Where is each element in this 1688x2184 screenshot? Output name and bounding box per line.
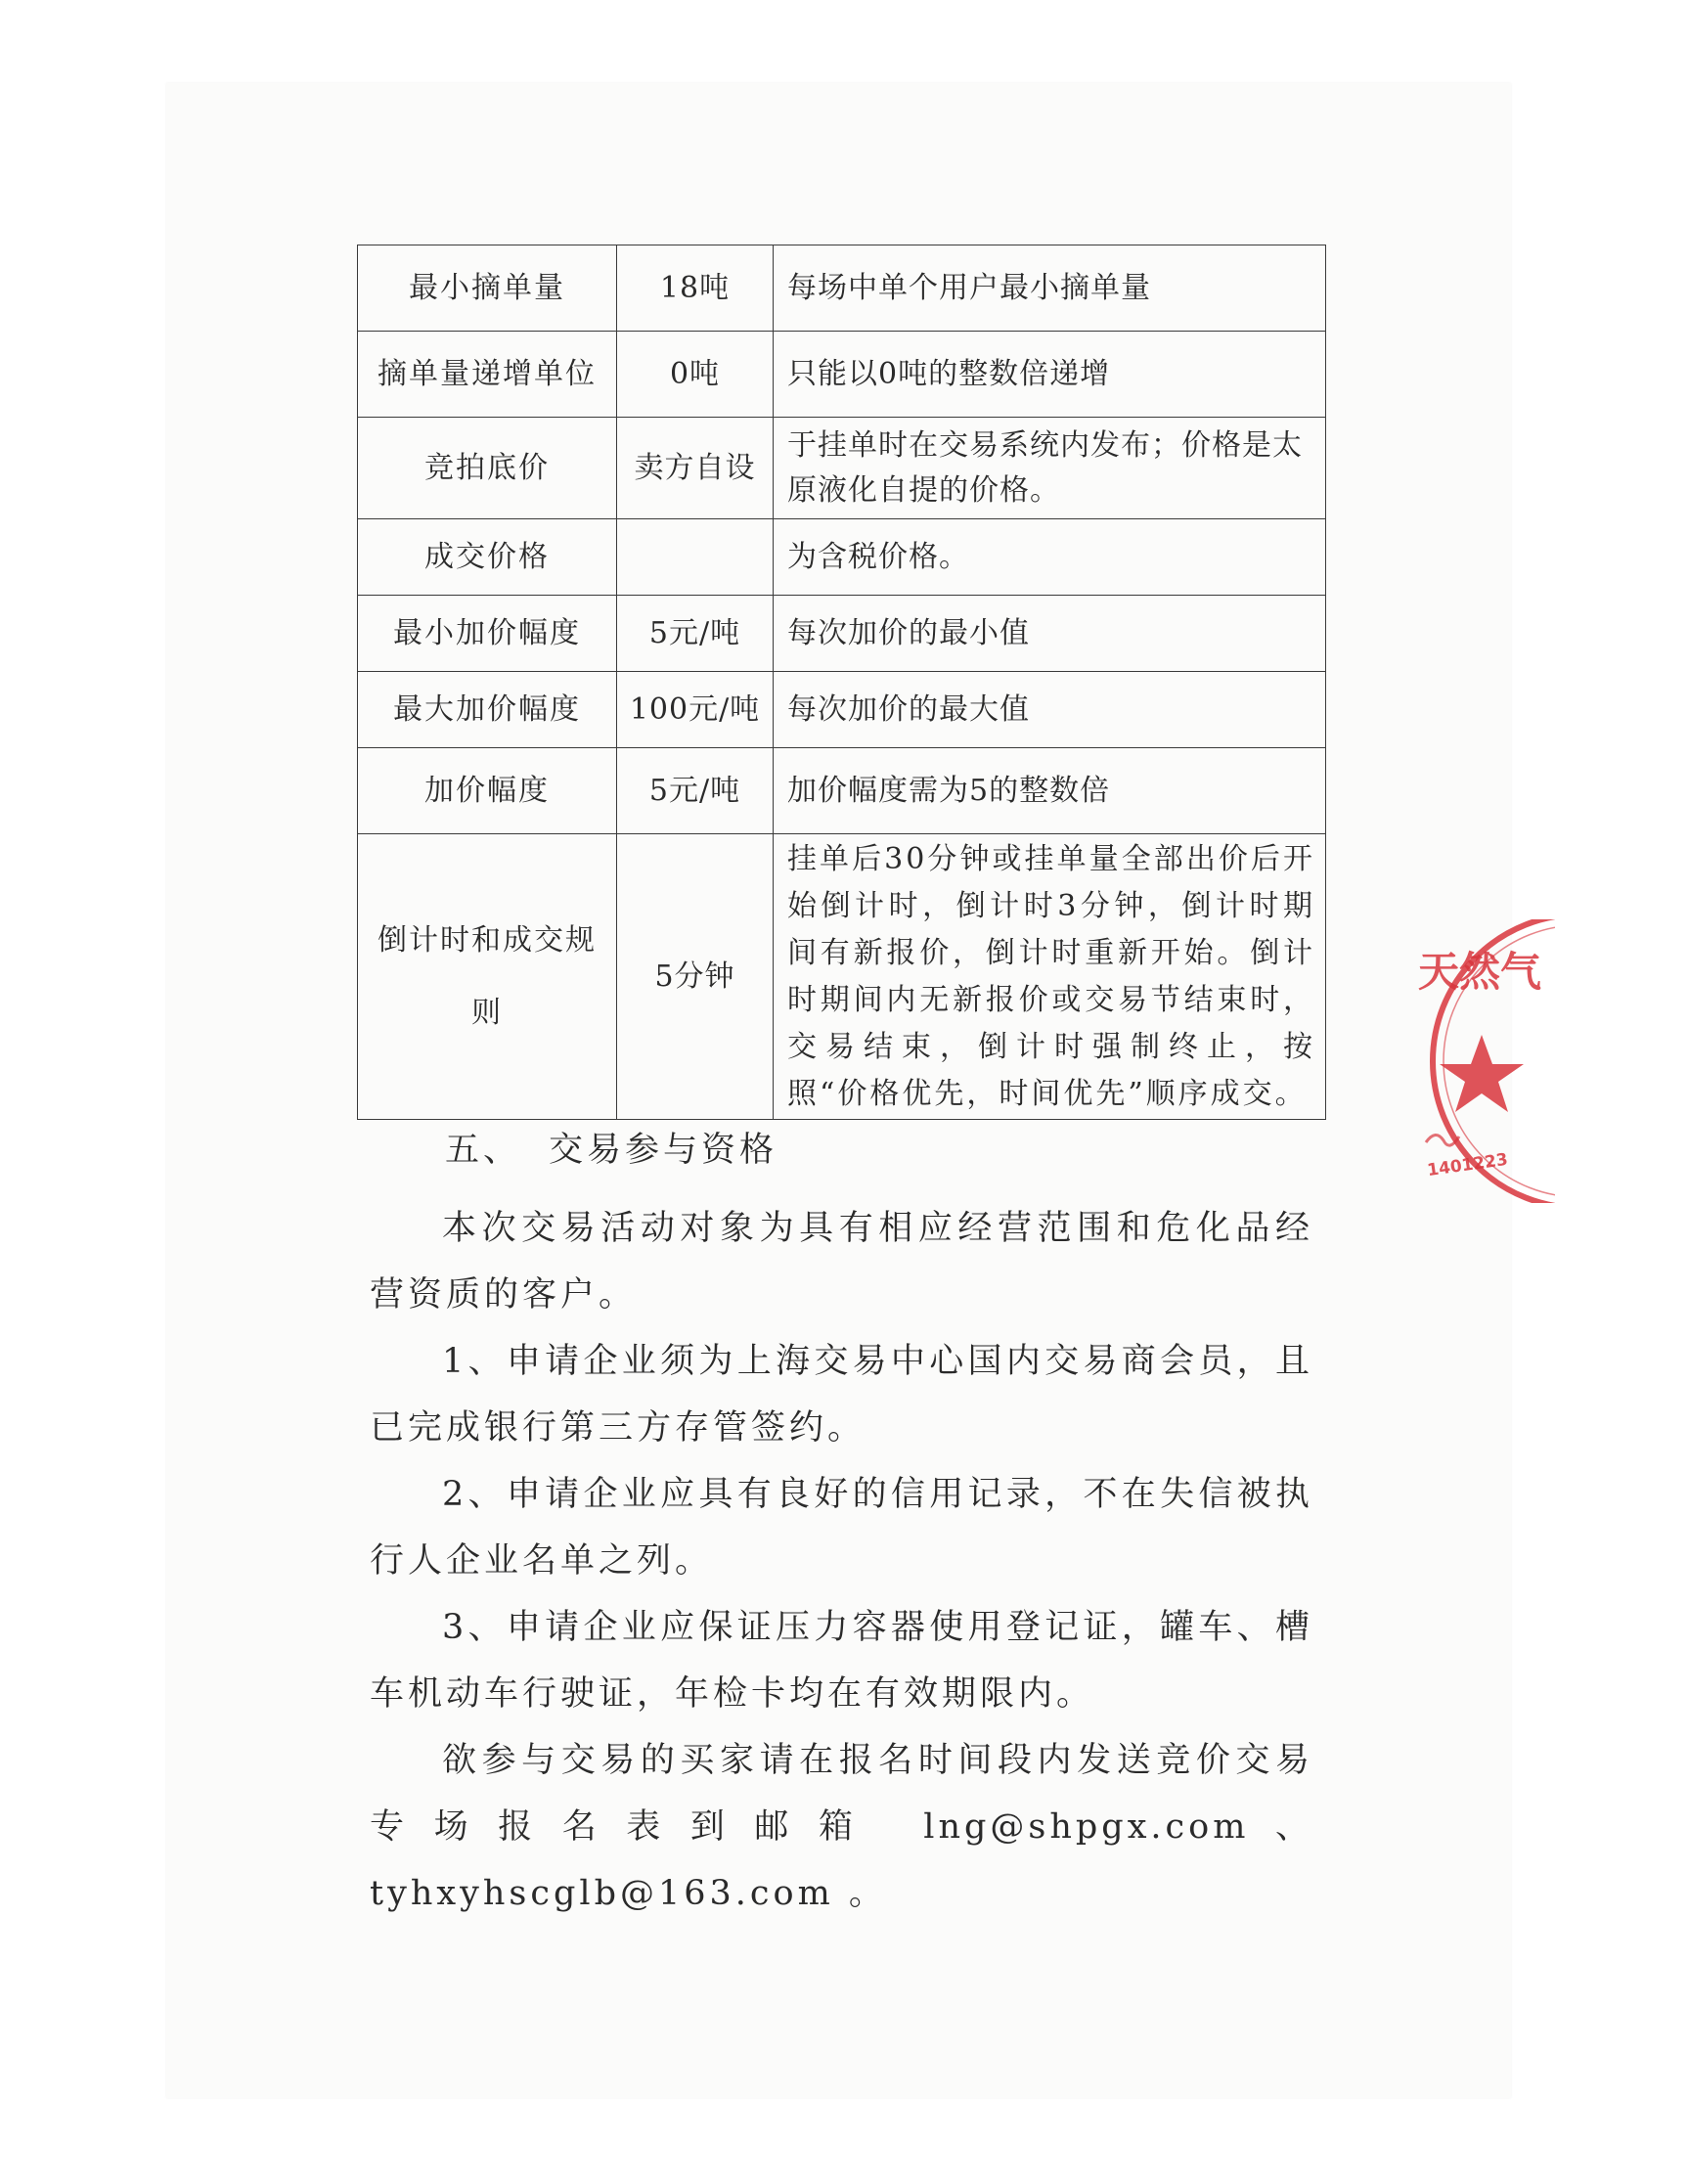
closing-paragraph: 欲参与交易的买家请在报名时间段内发送竞价交易专场报名表到邮箱 lng@shpgx.com、tyhxyhscglb@163.com 。 xyxy=(370,1741,1313,1913)
rule-value: 100元/吨 xyxy=(617,672,774,748)
rule-description: 为含税价格。 xyxy=(774,519,1326,596)
table-row xyxy=(358,672,1326,748)
table-row xyxy=(358,332,1326,418)
requirement-1: 1、申请企业须为上海交易中心国内交易商会员，且已完成银行第三方存管签约。 xyxy=(370,1342,1313,1448)
seal-number-text: 1401223 xyxy=(1426,1149,1509,1181)
table-row xyxy=(358,245,1326,332)
trading-rules-table xyxy=(357,245,1326,1120)
rule-value: 5元/吨 xyxy=(617,748,774,834)
rule-description: 只能以0吨的整数倍递增 xyxy=(774,332,1326,418)
rule-value: 18吨 xyxy=(617,245,774,332)
rule-description: 挂单后30分钟或挂单量全部出价后开始倒计时，倒计时3分钟，倒计时期间有新报价，倒计时重新开始。倒计时期间内无新报价或交易节结束时，交易结束，倒计时强制终止，按照“价格优先，时间优先”顺序成交。 xyxy=(774,834,1326,1120)
rule-name: 最小摘单量 xyxy=(358,245,617,332)
rule-name: 摘单量递增单位 xyxy=(358,332,617,418)
requirement-2: 2、申请企业应具有良好的信用记录，不在失信被执行人企业名单之列。 xyxy=(370,1475,1313,1581)
table-row xyxy=(358,748,1326,834)
rule-name: 倒计时和成交规则 xyxy=(358,834,617,1120)
rule-name: 加价幅度 xyxy=(358,748,617,834)
rule-value: 5元/吨 xyxy=(617,596,774,672)
rule-description: 每场中单个用户最小摘单量 xyxy=(774,245,1326,332)
table-row xyxy=(358,519,1326,596)
rule-description: 每次加价的最大值 xyxy=(774,672,1326,748)
section-number: 五、 xyxy=(445,1131,522,1170)
table-row xyxy=(358,834,1326,1120)
rule-value: 卖方自设 xyxy=(617,418,774,519)
rule-name: 竞拍底价 xyxy=(358,418,617,519)
rule-name: 成交价格 xyxy=(358,519,617,596)
rule-description: 每次加价的最小值 xyxy=(774,596,1326,672)
section-title: 交易参与资格 xyxy=(549,1131,778,1170)
section-heading xyxy=(445,1123,777,1172)
seal-star-icon xyxy=(1440,1035,1524,1112)
company-seal xyxy=(1399,919,1555,1203)
rule-description: 加价幅度需为5的整数倍 xyxy=(774,748,1326,834)
requirement-3: 3、申请企业应保证压力容器使用登记证，罐车、槽车机动车行驶证，年检卡均在有效期限内。 xyxy=(370,1608,1313,1714)
seal-stamp-icon xyxy=(1399,919,1555,1203)
table-row xyxy=(358,418,1326,519)
rule-name: 最大加价幅度 xyxy=(358,672,617,748)
intro-paragraph: 本次交易活动对象为具有相应经营范围和危化品经营资质的客户。 xyxy=(370,1209,1313,1315)
rule-description: 于挂单时在交易系统内发布；价格是太原液化自提的价格。 xyxy=(774,418,1326,519)
table-row xyxy=(358,596,1326,672)
rule-name: 最小加价幅度 xyxy=(358,596,617,672)
seal-name-text: 天然气 xyxy=(1418,948,1542,996)
rule-value: 5分钟 xyxy=(617,834,774,1120)
rule-value: 0吨 xyxy=(617,332,774,418)
rule-value xyxy=(617,519,774,596)
